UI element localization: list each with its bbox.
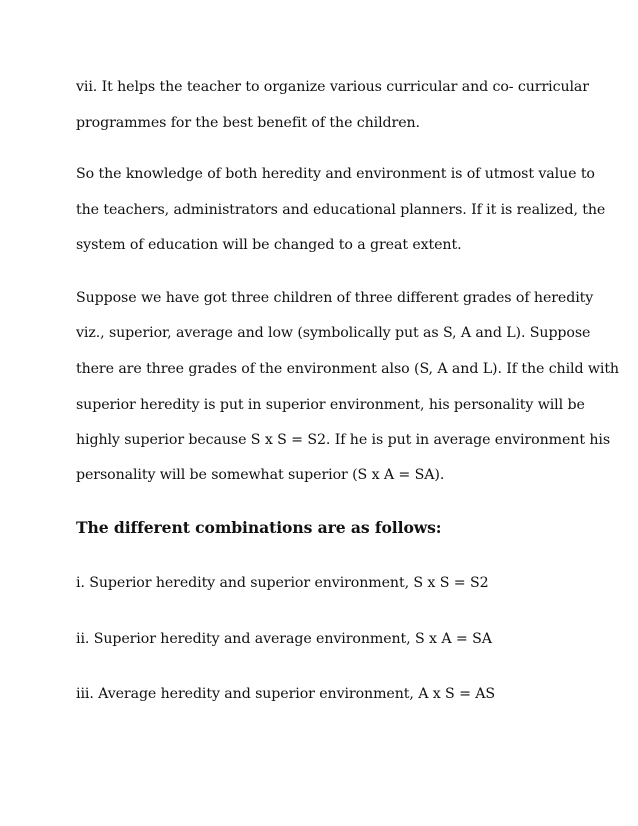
- list-item: i. Superior heredity and superior environment, S x S = S2: [76, 575, 489, 591]
- list-item: iii. Average heredity and superior environment, A x S = AS: [76, 686, 496, 702]
- text-line: personality will be somewhat superior (S x A = SA).: [76, 467, 445, 483]
- text-line: viz., superior, average and low (symbolically put as S, A and L). Suppose: [76, 325, 591, 341]
- list-item: ii. Superior heredity and average environment, S x A = SA: [76, 631, 492, 647]
- text-line: programmes for the best benefit of the children.: [76, 115, 420, 131]
- text-line: highly superior because S x S = S2. If he is put in average environment his: [76, 432, 610, 448]
- section-heading: The different combinations are as follows:: [76, 518, 442, 537]
- text-line: So the knowledge of both heredity and environment is of utmost value to: [76, 166, 595, 182]
- text-line: vii. It helps the teacher to organize various curricular and co- curricular: [76, 79, 589, 95]
- text-line: the teachers, administrators and educational planners. If it is realized, the: [76, 202, 606, 218]
- text-line: there are three grades of the environment also (S, A and L). If the child with: [76, 361, 619, 377]
- text-line: system of education will be changed to a great extent.: [76, 237, 462, 253]
- text-line: Suppose we have got three children of three different grades of heredity: [76, 290, 594, 306]
- text-line: superior heredity is put in superior environment, his personality will be: [76, 397, 585, 413]
